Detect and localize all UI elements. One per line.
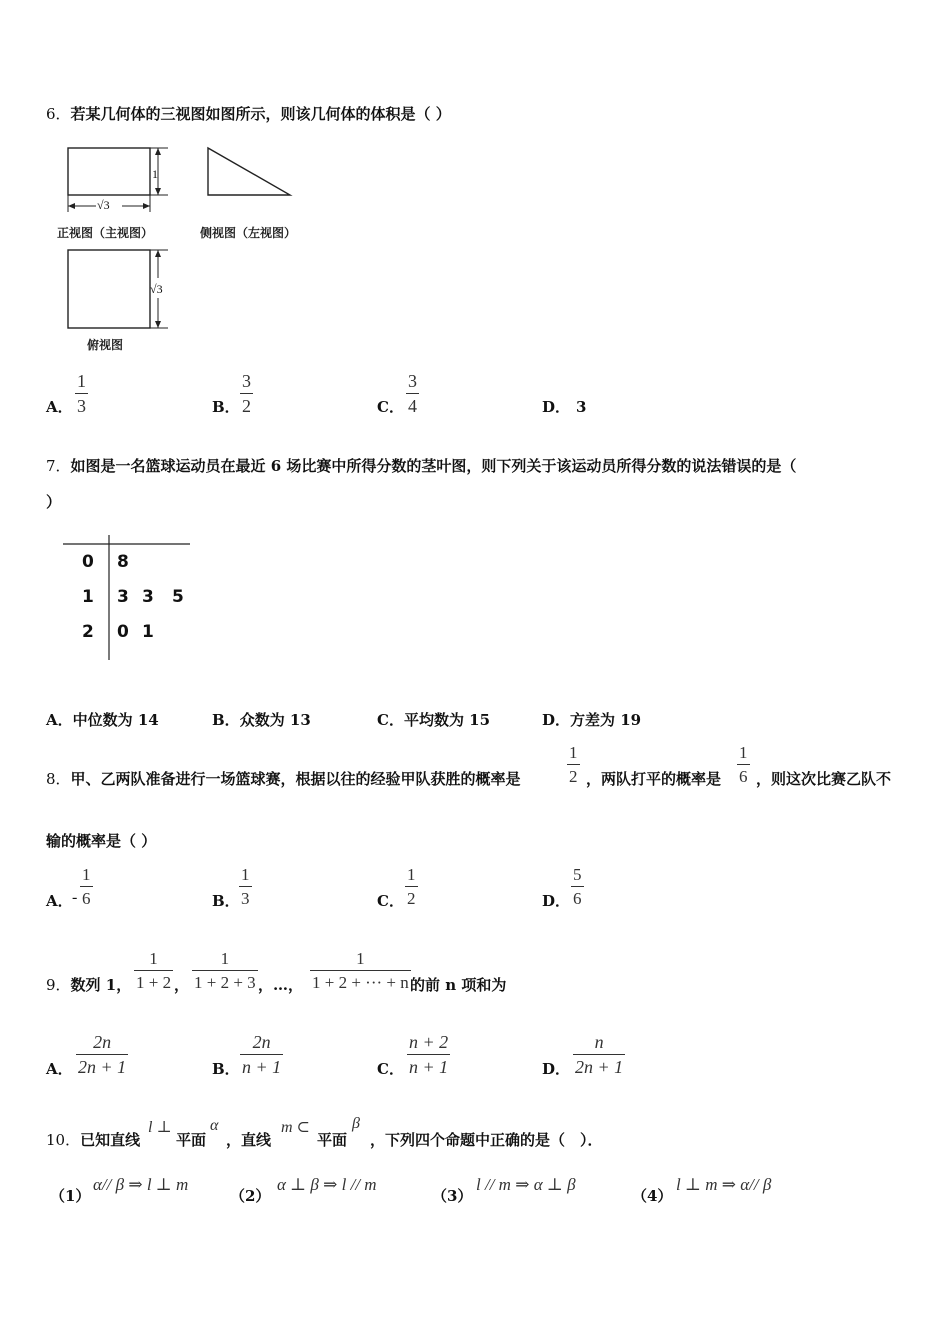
q10-prop-4-expr: l ⊥ m ⇒ α// β [676, 1175, 772, 1194]
leaf-1-1: 3 [142, 587, 154, 607]
q9-option-b-fraction: $\frac{2n}{n + 1}$ [242, 1032, 282, 1077]
leaf-2-1: 1 [142, 622, 154, 642]
q8-stem-line2: 输的概率是（ ） [46, 832, 157, 850]
q10-prop-4-label[interactable]: （4） [632, 1187, 673, 1205]
q10-prop-1-expr: α// β ⇒ l ⊥ m [93, 1175, 189, 1194]
q6-stem [46, 103, 451, 124]
q9-option-c-letter[interactable]: C． [377, 1060, 404, 1078]
stem-1: 1 [82, 587, 94, 607]
dim-depth-label: √3 [150, 282, 163, 296]
side-view-label: 侧视图（左视图） [200, 226, 297, 240]
q8-fraction-tie: $\frac{1}{6}$ [739, 743, 748, 786]
q9-option-c-fraction: $\frac{n + 2}{n + 1}$ [409, 1032, 449, 1077]
q8-option-d-letter[interactable]: D． [542, 892, 571, 910]
q6-option-a-letter[interactable]: A． [46, 398, 73, 416]
q10-math-l-perp: l ⊥ [148, 1119, 172, 1136]
q6-option-b-fraction: $\frac{3}{2}$ [242, 371, 251, 416]
q6-three-view-figure [50, 140, 320, 360]
q8-stem-part1: 8．甲、乙两队准备进行一场篮球赛，根据以往的经验甲队获胜的概率是 [46, 770, 521, 788]
q10-prop-1-label[interactable]: （1） [50, 1187, 91, 1205]
q7-option-c[interactable]: C．平均数为 15 [377, 711, 491, 729]
top-view-label: 俯视图 [87, 338, 124, 352]
q6-number: 6． [46, 105, 71, 123]
leaf-0-0: 8 [117, 552, 129, 572]
dim-height-label: 1 [152, 167, 158, 181]
q10-stem-part1: 10．已知直线 [46, 1131, 141, 1149]
q7-option-b[interactable]: B．众数为 13 [212, 711, 311, 729]
stem-0: 0 [82, 552, 94, 572]
q8-option-a-letter[interactable]: A． [46, 892, 73, 910]
q7-stem-line2: ） [46, 493, 62, 511]
q10-math-m-subset: m ⊂ [281, 1119, 310, 1136]
q10-prop-2-label[interactable]: （2） [230, 1187, 271, 1205]
leaf-2-0: 0 [117, 622, 129, 642]
q9-option-b-letter[interactable]: B． [212, 1060, 240, 1078]
q6-option-a-fraction: $\frac{1}{3}$ [77, 371, 86, 416]
q9-term-3: $\frac{1}{1 + 2 + 3}$ [194, 949, 256, 992]
q10-stem-part5: ，下列四个命题中正确的是（ ）． [370, 1131, 603, 1149]
q8-stem-part3: ，则这次比赛乙队不 [756, 770, 892, 788]
q8-option-c-letter[interactable]: C． [377, 892, 404, 910]
q10-math-alpha: α [210, 1117, 219, 1134]
top-view-rect [68, 250, 150, 328]
q8-option-a-sign: - [72, 889, 78, 906]
q10-stem-part2: 平面 [176, 1131, 207, 1149]
q7-option-a[interactable]: A．中位数为 14 [46, 711, 159, 729]
q10-prop-2-expr: α ⊥ β ⇒ l // m [277, 1175, 377, 1194]
q8-option-b-fraction: $\frac{1}{3}$ [241, 865, 250, 908]
q9-sep-2: ，…， [258, 976, 304, 994]
q7-stem-line1: 7．如图是一名篮球运动员在最近 6 场比赛中所得分数的茎叶图，则下列关于该运动员所得分数的说法错误的是（ [46, 457, 797, 475]
q8-option-d-fraction: $\frac{5}{6}$ [573, 865, 582, 908]
q8-option-b-letter[interactable]: B． [212, 892, 240, 910]
q9-stem-part1: 9．数列 1， [46, 976, 132, 994]
stem-2: 2 [82, 622, 94, 642]
q9-sep-1: ， [174, 976, 190, 994]
q10-prop-3-label[interactable]: （3） [432, 1187, 473, 1205]
q10-stem-part3: ，直线 [226, 1131, 272, 1149]
q9-option-d-letter[interactable]: D． [542, 1060, 571, 1078]
q9-option-a-fraction: $\frac{2n}{2n + 1}$ [78, 1032, 127, 1077]
q8-stem-part2: ，两队打平的概率是 [586, 770, 722, 788]
q6-option-c-letter[interactable]: C． [377, 398, 404, 416]
dim-width-label: √3 [97, 198, 110, 212]
q8-fraction-win: $\frac{1}{2}$ [569, 743, 578, 786]
q9-option-a-letter[interactable]: A． [46, 1060, 73, 1078]
front-view-label: 正视图（主视图） [57, 226, 154, 240]
side-view-triangle [208, 148, 290, 195]
q6-option-c-fraction: $\frac{3}{4}$ [408, 371, 417, 416]
q6-option-b-letter[interactable]: B． [212, 398, 240, 416]
q8-option-a-fraction: $\frac{1}{6}$ [82, 865, 91, 908]
q10-math-beta: β [352, 1115, 360, 1132]
leaf-1-2: 5 [172, 587, 184, 607]
q6-option-d[interactable]: D． 3 [542, 398, 587, 416]
q9-term-n: $\frac{1}{1 + 2 + \cdot\cdot\cdot + n}$ [312, 949, 409, 992]
q9-stem-part2: 的前 n 项和为 [410, 976, 507, 994]
q8-option-c-fraction: $\frac{1}{2}$ [407, 865, 416, 908]
front-view-rect [68, 148, 150, 195]
q9-option-d-fraction: $\frac{n}{2n + 1}$ [575, 1032, 624, 1077]
q7-option-d[interactable]: D．方差为 19 [542, 711, 642, 729]
leaf-1-0: 3 [117, 587, 129, 607]
q10-prop-3-expr: l // m ⇒ α ⊥ β [476, 1175, 576, 1194]
q9-term-2: $\frac{1}{1 + 2}$ [136, 949, 172, 992]
q10-stem-part4: 平面 [317, 1131, 348, 1149]
q6-text: 若某几何体的三视图如图所示，则该几何体的体积是（ ） [70, 105, 451, 123]
